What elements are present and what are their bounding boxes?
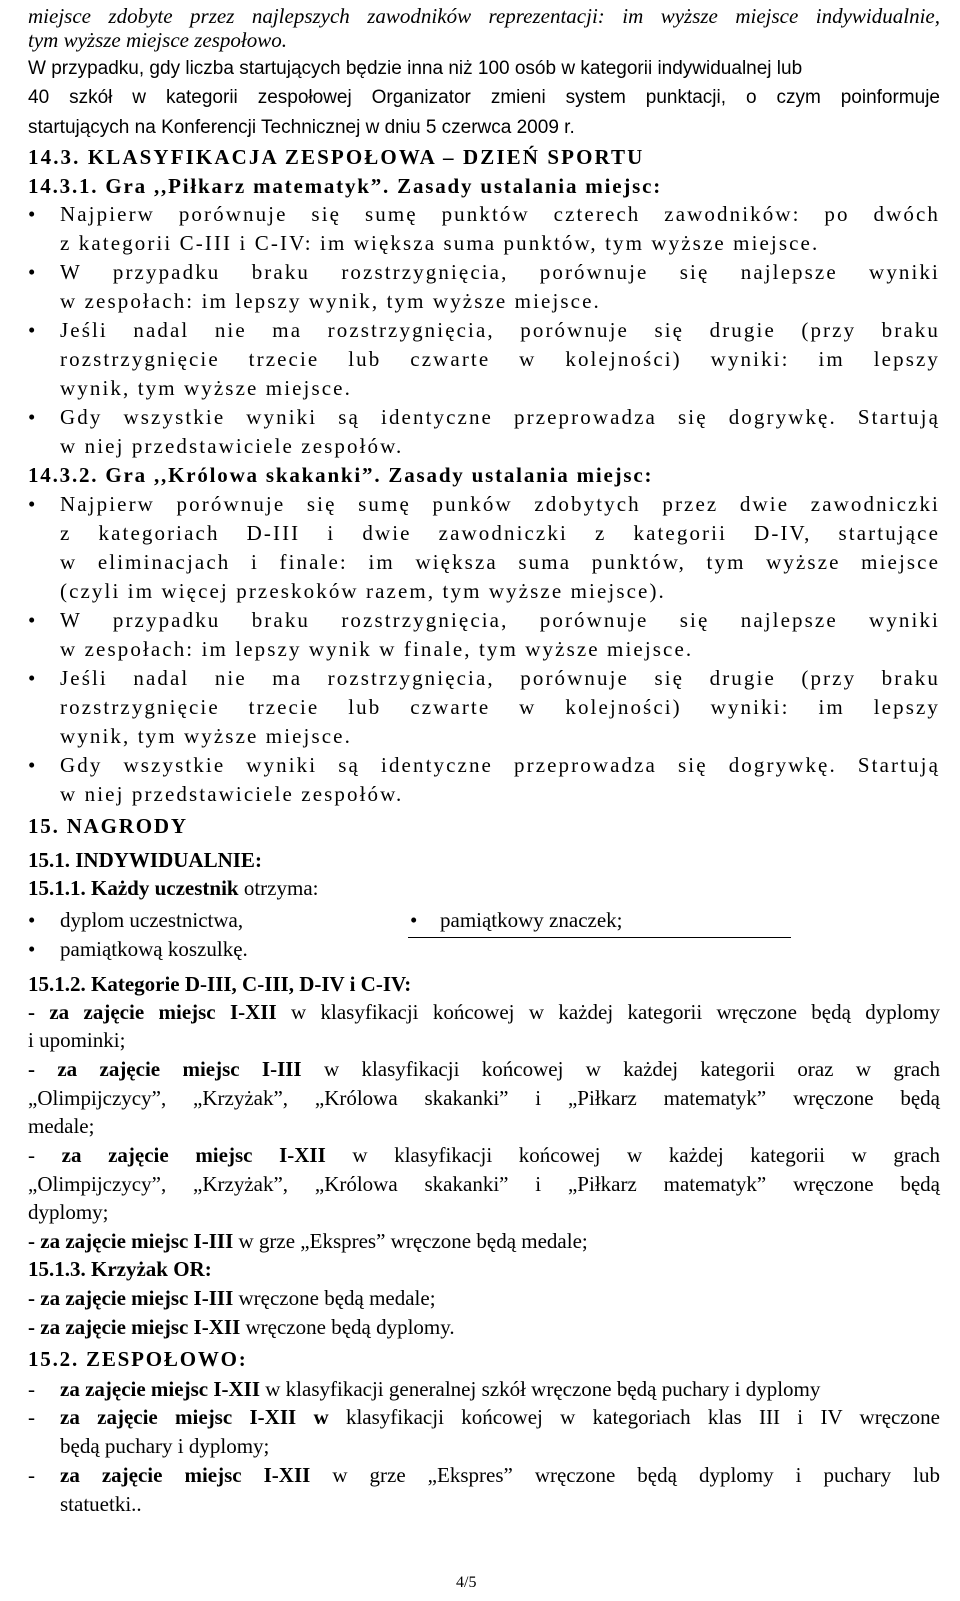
bullet-text: w zespołach: im lepszy wynik w finale, tym wyższe miejsce. (60, 637, 694, 661)
prize-item: pamiątkowy znaczek; (440, 908, 623, 932)
rule-text: w grze „Ekspres” wręczone będą medale; (233, 1229, 588, 1253)
heading-rest: otrzyma: (238, 876, 319, 900)
prize-rule: dyplomy; (28, 1200, 109, 1224)
prize-rule: będą puchary i dyplomy; (60, 1434, 270, 1458)
rule-text: w klasyfikacji końcowej w każdej kategorii oraz w grach (301, 1057, 940, 1081)
rule-bold: za zajęcie miejsc I-XII (60, 1377, 260, 1401)
prize-rule (60, 1463, 940, 1487)
bullet-text: Najpierw porównuje się sumę punktów czterech zawodników: po dwóch (60, 202, 940, 226)
rule-dash: - (28, 1143, 62, 1167)
bullet-text: w eliminacjach i finale: im większa suma punktów, tym wyższe miejsce (60, 550, 940, 574)
prize-rule (28, 1000, 940, 1024)
dash-marker: - (28, 1405, 35, 1429)
rule-bold: - za zajęcie miejsc I-III (28, 1229, 234, 1253)
prize-rule (28, 1143, 940, 1167)
bullet-icon: • (28, 937, 36, 961)
rule-bold: - za zajęcie miejsc I-III (28, 1057, 302, 1081)
prize-rule (28, 1315, 940, 1339)
bullet-icon: • (28, 318, 36, 342)
intro-line: startujących na Konferencji Technicznej w dniu 5 czerwca 2009 r. (28, 117, 575, 138)
bullet-icon: • (28, 202, 36, 226)
subsection-heading: 15.1.2. Kategorie D-III, C-III, D-IV i C-IV: (28, 972, 412, 996)
subsection-heading: 14.3.2. Gra ,,Królowa skakanki”. Zasady ustalania miejsc: (28, 463, 654, 487)
subsection-heading: 15.2. ZESPOŁOWO: (28, 1347, 248, 1371)
prize-rule: statuetki.. (60, 1492, 142, 1516)
subsection-heading: 14.3.1. Gra ,,Piłkarz matematyk”. Zasady ustalania miejsc: (28, 174, 663, 198)
bullet-text: rozstrzygnięcie trzecie lub czwarte w kolejności) wyniki: im lepszy (60, 347, 940, 371)
bullet-text: Jeśli nadal nie ma rozstrzygnięcia, porównuje się drugie (przy braku (60, 318, 940, 342)
bullet-icon: • (28, 753, 36, 777)
bullet-icon: • (410, 908, 418, 932)
prize-rule (60, 1405, 940, 1429)
prize-rule: medale; (28, 1114, 95, 1138)
bullet-text: W przypadku braku rozstrzygnięcia, porównuje się najlepsze wyniki (60, 608, 940, 632)
bullet-text: Gdy wszystkie wyniki są identyczne przeprowadza się dogrywkę. Startują (60, 405, 940, 429)
bullet-icon: • (28, 492, 36, 516)
prize-rule (28, 1057, 940, 1081)
bullet-icon: • (28, 260, 36, 284)
bullet-icon: • (28, 405, 36, 429)
bullet-text: rozstrzygnięcie trzecie lub czwarte w kolejności) wyniki: im lepszy (60, 695, 940, 719)
bullet-text: wynik, tym wyższe miejsce. (60, 376, 352, 400)
intro-line: tym wyższe miejsce zespołowo. (28, 28, 287, 52)
rule-bold: za zajęcie miejsc I-XII (61, 1143, 326, 1167)
rule-text: w grze „Ekspres” wręczone będą dyplomy i puchary lub (310, 1463, 940, 1487)
prize-item: pamiątkową koszulkę. (60, 937, 248, 961)
intro-line: miejsce zdobyte przez najlepszych zawodników reprezentacji: im wyższe miejsce indywidualnie, (28, 4, 940, 28)
prize-item: dyplom uczestnictwa, (60, 908, 244, 932)
rule-bold: - za zajęcie miejsc I-XII (28, 1315, 241, 1339)
prize-rule: i upominki; (28, 1028, 126, 1052)
page-number: 4/5 (456, 1574, 477, 1591)
bullet-icon: • (28, 608, 36, 632)
bullet-text: w zespołach: im lepszy wynik, tym wyższe miejsce. (60, 289, 601, 313)
intro-line: W przypadku, gdy liczba startujących będzie inna niż 100 osób w kategorii indywidualnej lub (28, 58, 803, 79)
bullet-text: Jeśli nadal nie ma rozstrzygnięcia, porównuje się drugie (przy braku (60, 666, 940, 690)
rule-text: wręczone będą medale; (233, 1286, 436, 1310)
bullet-text: wynik, tym wyższe miejsce. (60, 724, 352, 748)
intro-line: 40 szkół w kategorii zespołowej Organizator zmieni system punktacji, o czym poinformuje (28, 87, 940, 108)
rule-text: w klasyfikacji generalnej szkół wręczone będą puchary i dyplomy (260, 1377, 821, 1401)
section-heading: 15. NAGRODY (28, 814, 188, 838)
prize-rule: „Olimpijczycy”, „Krzyżak”, „Królowa skakanki” i „Piłkarz matematyk” wręczone będą (28, 1086, 940, 1110)
prize-rule: „Olimpijczycy”, „Krzyżak”, „Królowa skakanki” i „Piłkarz matematyk” wręczone będą (28, 1172, 940, 1196)
subsection-heading: 15.1.3. Krzyżak OR: (28, 1257, 212, 1281)
dash-marker: - (28, 1377, 35, 1401)
bullet-text: Gdy wszystkie wyniki są identyczne przeprowadza się dogrywkę. Startują (60, 753, 940, 777)
heading-bold: 15.1.1. Każdy uczestnik (28, 876, 239, 900)
subsection-heading: 15.1. INDYWIDUALNIE: (28, 848, 262, 872)
rule-text: klasyfikacji końcowej w kategoriach klas III i IV wręczone (328, 1405, 940, 1429)
bullet-icon: • (28, 666, 36, 690)
rule-text: w klasyfikacji końcowej w każdej kategorii w grach (325, 1143, 940, 1167)
bullet-text: z kategorii C-III i C-IV: im większa suma punktów, tym wyższe miejsce. (60, 231, 820, 255)
prize-rule (60, 1377, 940, 1401)
rule-text: wręczone będą dyplomy. (240, 1315, 455, 1339)
subsection-heading (28, 876, 940, 900)
rule-bold: za zajęcie miejsc I-XII w (60, 1405, 329, 1429)
prize-rule (28, 1286, 940, 1310)
rule-text: w klasyfikacji końcowej w każdej kategorii wręczone będą dyplomy (276, 1000, 940, 1024)
rule-bold: za zajęcie miejsc I-XII (60, 1463, 311, 1487)
rule-bold: - za zajęcie miejsc I-XII (28, 1000, 277, 1024)
section-heading: 14.3. KLASYFIKACJA ZESPOŁOWA – DZIEŃ SPORTU (28, 145, 645, 169)
bullet-text: Najpierw porównuje się sumę punków zdobytych przez dwie zawodniczki (60, 492, 940, 516)
bullet-text: z kategoriach D-III i dwie zawodniczki z kategorii D-IV, startujące (60, 521, 940, 545)
bullet-text: w niej przedstawiciele zespołów. (60, 434, 404, 458)
bullet-icon: • (28, 908, 36, 932)
bullet-text: (czyli im więcej przeskoków razem, tym wyższe miejsce). (60, 579, 666, 603)
bullet-text: w niej przedstawiciele zespołów. (60, 782, 404, 806)
dash-marker: - (28, 1463, 35, 1487)
prize-rule (28, 1229, 940, 1253)
underline-divider (408, 937, 791, 938)
bullet-text: W przypadku braku rozstrzygnięcia, porównuje się najlepsze wyniki (60, 260, 940, 284)
rule-bold: - za zajęcie miejsc I-III (28, 1286, 234, 1310)
